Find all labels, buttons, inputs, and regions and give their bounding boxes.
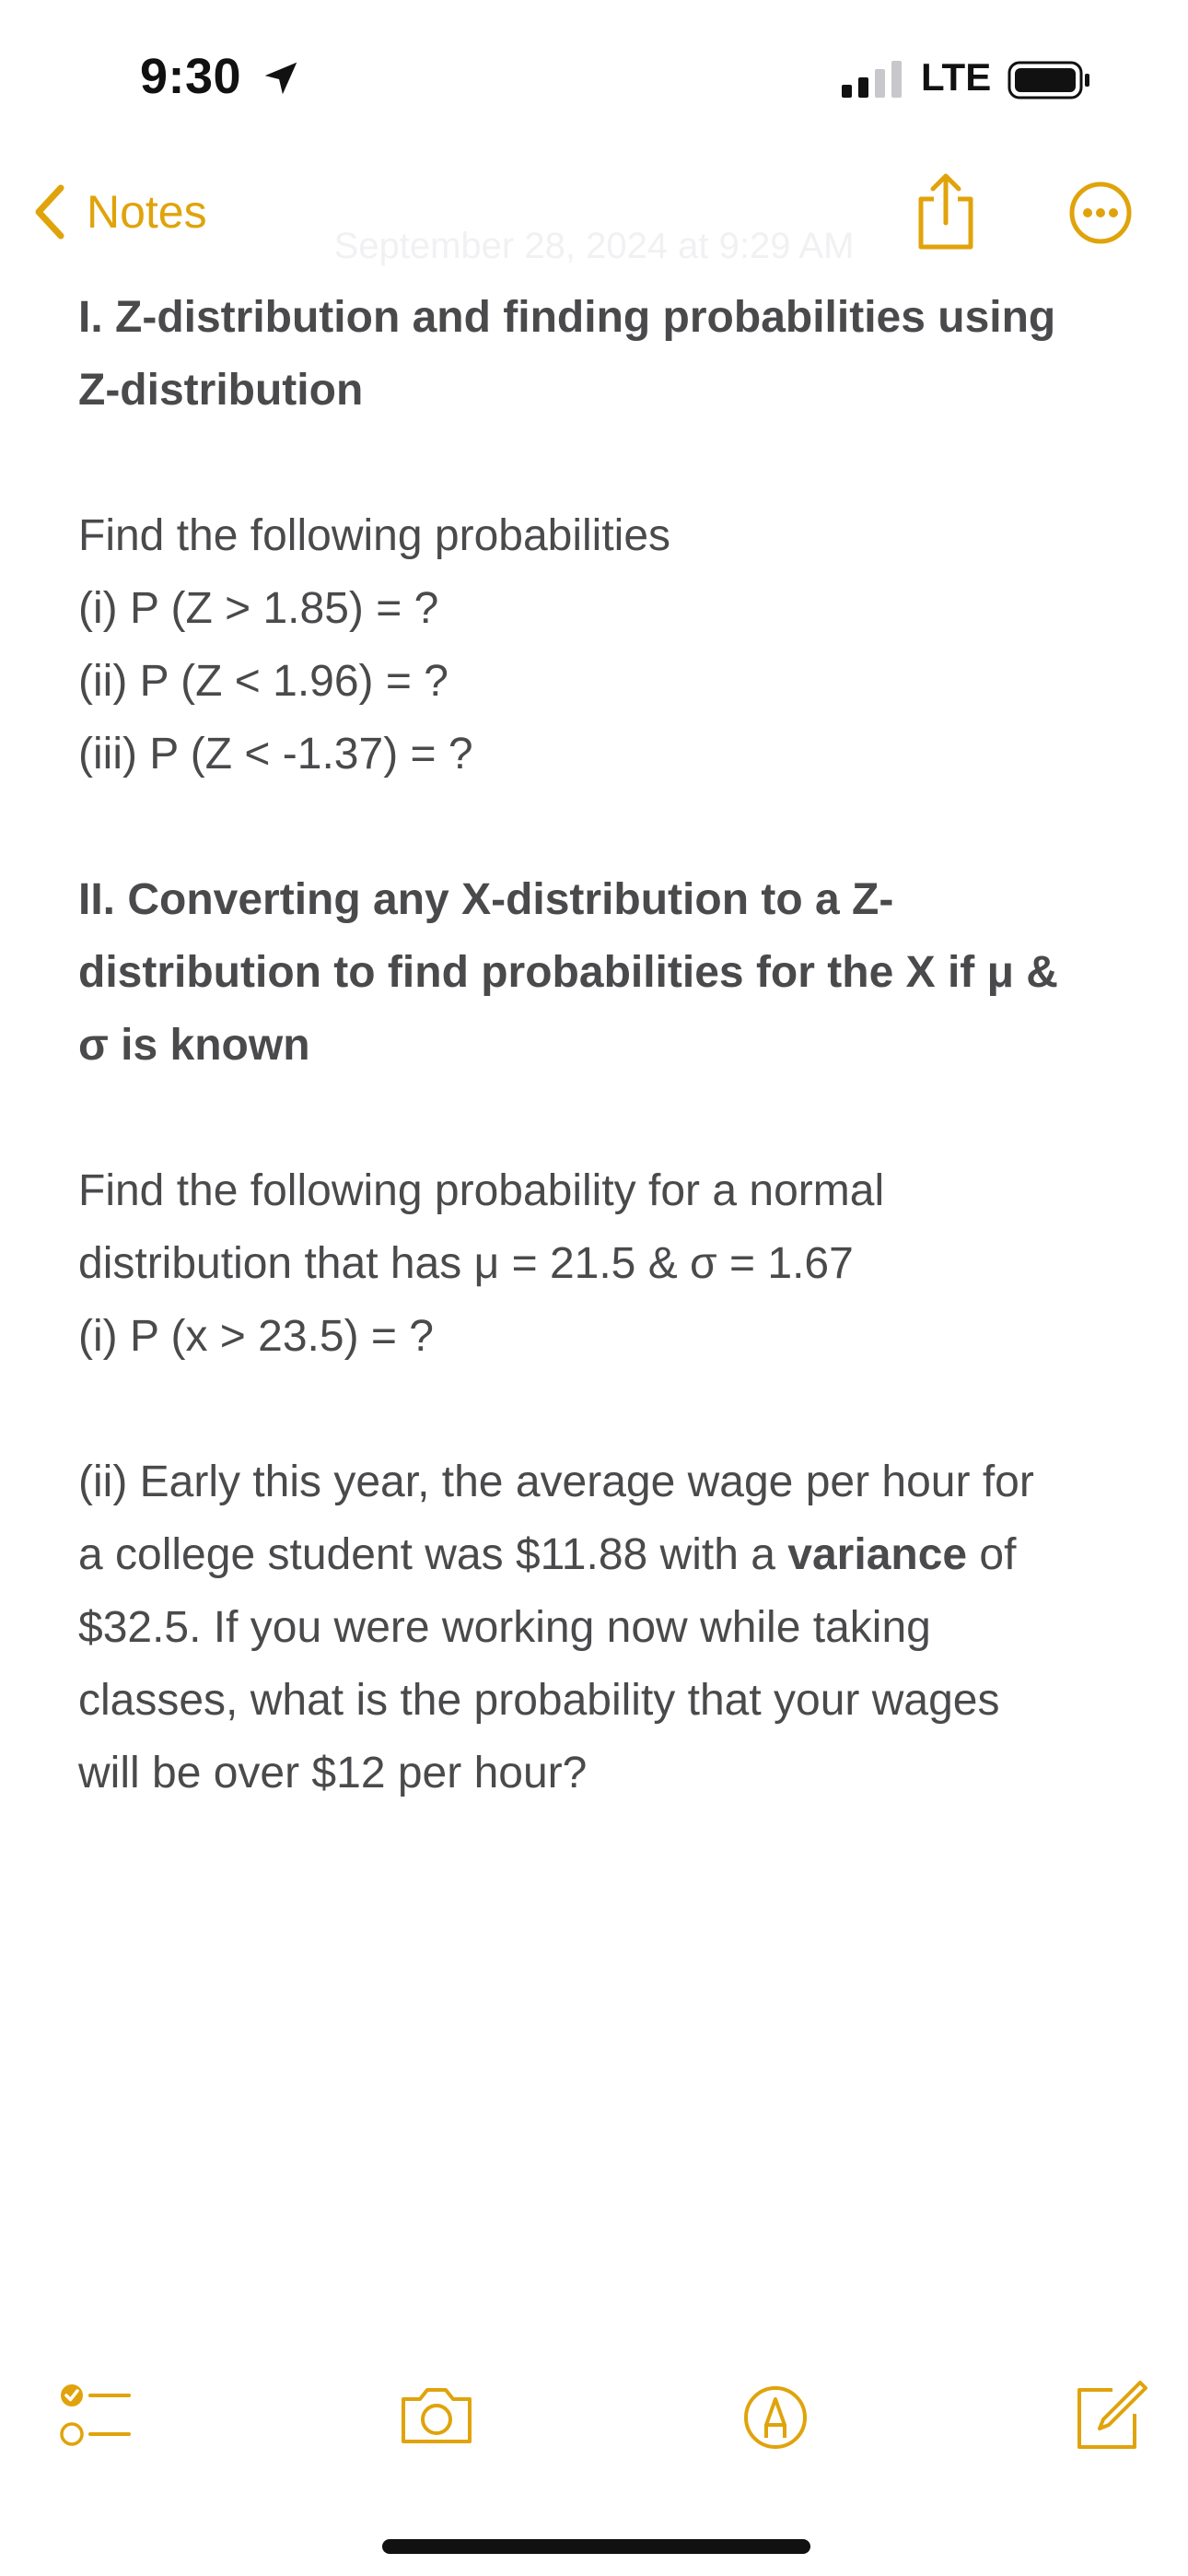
section1-question-1: (i) P (Z > 1.85) = ? bbox=[78, 584, 439, 633]
section1-heading-cont: Z-distribution bbox=[78, 366, 364, 415]
status-bar bbox=[0, 0, 1188, 157]
camera-icon[interactable] bbox=[398, 2377, 475, 2454]
section2-heading-cont: distribution to find probabilities for the X if μ & bbox=[78, 948, 1058, 997]
section1-question-3: (iii) P (Z < -1.37) = ? bbox=[78, 730, 473, 779]
status-time: 9:30 bbox=[140, 49, 242, 104]
section2-question-1: (i) P (x > 23.5) = ? bbox=[78, 1312, 434, 1361]
note-body[interactable] bbox=[78, 281, 1128, 1809]
section1-heading: I. Z-distribution and finding probabilities using bbox=[78, 293, 1056, 342]
section2-question-2: (ii) Early this year, the average wage per hour for bbox=[78, 1458, 1034, 1506]
section2-heading-end: σ is known bbox=[78, 1021, 310, 1070]
section2-heading: II. Converting any X-distribution to a Z- bbox=[78, 875, 894, 924]
section2-question-2-line2 bbox=[78, 1518, 1128, 1591]
home-indicator bbox=[382, 2539, 810, 2554]
bottom-toolbar bbox=[0, 2377, 1188, 2478]
text-segment: a college student was $11.88 with a bbox=[78, 1530, 788, 1579]
section2-question-2-line5: will be over $12 per hour? bbox=[78, 1749, 588, 1797]
variance-bold-text: variance bbox=[787, 1530, 968, 1579]
section1-prompt: Find the following probabilities bbox=[78, 511, 671, 560]
cellular-signal-icon bbox=[842, 61, 903, 98]
section2-prompt: Find the following probability for a normal bbox=[78, 1166, 885, 1215]
section2-prompt-cont: distribution that has μ = 21.5 & σ = 1.67 bbox=[78, 1239, 854, 1288]
section2-question-2-line4: classes, what is the probability that your wages bbox=[78, 1676, 1000, 1725]
network-type-label: LTE bbox=[921, 55, 992, 99]
back-label: Notes bbox=[87, 186, 207, 238]
compose-icon[interactable] bbox=[1070, 2377, 1147, 2454]
markup-pen-icon[interactable] bbox=[737, 2377, 814, 2454]
location-arrow-icon bbox=[260, 57, 302, 100]
note-date: September 28, 2024 at 9:29 AM bbox=[333, 226, 855, 266]
text-segment: of bbox=[967, 1530, 1017, 1579]
section2-question-2-line3: $32.5. If you were working now while taking bbox=[78, 1603, 931, 1652]
section1-question-2: (ii) P (Z < 1.96) = ? bbox=[78, 657, 448, 706]
battery-icon bbox=[1007, 61, 1090, 100]
checklist-icon[interactable] bbox=[55, 2377, 133, 2454]
